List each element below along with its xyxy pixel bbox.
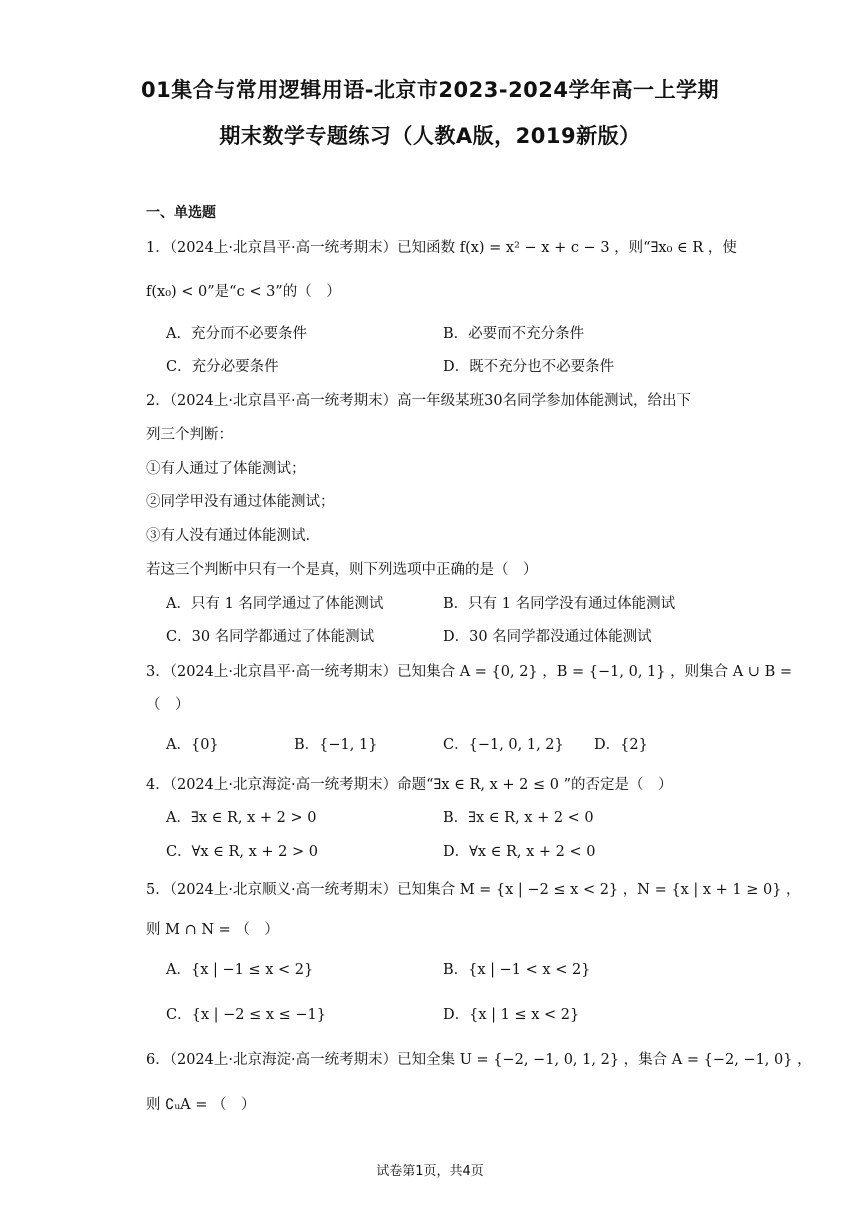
question-5-option-b: B．{x | −1 < x < 2}	[443, 962, 591, 978]
question-2-judgment-2: ②同学甲没有通过体能测试；	[146, 494, 335, 510]
question-2-judgment-3: ③有人没有通过体能测试.	[146, 528, 311, 544]
question-1-stem-line-2: f(x₀) < 0”是“c < 3”的（ ）	[146, 284, 341, 300]
question-2-judgment-1: ①有人通过了体能测试；	[146, 461, 306, 477]
question-1-option-b: B．必要而不充分条件	[443, 326, 585, 342]
question-5-stem-line-1: 5．（2024上·北京顺义·高一统考期末）已知集合 M = {x | −2 ≤ x < 2} ，N = {x | x + 1 ≥ 0} ，	[146, 882, 801, 898]
question-3-option-d: D．{2}	[594, 737, 648, 753]
page-footer: 试卷第1页，共4页	[376, 1164, 484, 1179]
question-3-option-c: C．{−1, 0, 1, 2}	[443, 737, 564, 753]
question-2-option-a: A．只有 1 名同学通过了体能测试	[166, 596, 384, 612]
question-3-stem-line-2: （ ）	[146, 697, 190, 713]
document-title-line-2: 期末数学专题练习（人教A版，2019新版）	[219, 124, 641, 148]
question-2-option-d: D．30 名同学都没通过体能测试	[443, 629, 652, 645]
question-1-stem-line-1: 1．（2024上·北京昌平·高一统考期末）已知函数 f(x) = x² − x + c − 3 ，则“∃x₀ ∈ R ，使	[146, 240, 737, 256]
question-2-option-c: C．30 名同学都通过了体能测试	[166, 629, 375, 645]
question-4-option-c: C．∀x ∈ R, x + 2 > 0	[166, 844, 318, 860]
question-6-stem-line-2: 则 ∁ᵤA = （ ）	[146, 1097, 256, 1113]
question-4-option-b: B．∃x ∈ R, x + 2 < 0	[443, 810, 594, 826]
question-3-option-a: A．{0}	[166, 737, 219, 753]
question-3-stem-line-1: 3．（2024上·北京昌平·高一统考期末）已知集合 A = {0, 2} ，B = {−1, 0, 1} ，则集合 A ∪ B =	[146, 664, 792, 680]
section-heading: 一、单选题	[146, 205, 216, 221]
question-2-stem-line-3: 若这三个判断中只有一个是真，则下列选项中正确的是（ ）	[146, 562, 538, 578]
question-4-option-d: D．∀x ∈ R, x + 2 < 0	[443, 844, 596, 860]
question-5-stem-line-2: 则 M ∩ N = （ ）	[146, 922, 279, 938]
question-4-stem: 4．（2024上·北京海淀·高一统考期末）命题“∃x ∈ R, x + 2 ≤ 0 ”的否定是（ ）	[146, 777, 673, 793]
question-5-option-c: C．{x | −2 ≤ x ≤ −1}	[166, 1007, 326, 1023]
document-title-line-1: 01集合与常用逻辑用语-北京市2023-2024学年高一上学期	[140, 78, 720, 102]
question-1-option-c: C．充分必要条件	[166, 359, 279, 375]
question-5-option-d: D．{x | 1 ≤ x < 2}	[443, 1007, 580, 1023]
question-6-stem-line-1: 6．（2024上·北京海淀·高一统考期末）已知全集 U = {−2, −1, 0, 1, 2} ，集合 A = {−2, −1, 0} ，	[146, 1052, 812, 1068]
question-1-option-a: A．充分而不必要条件	[166, 326, 307, 342]
question-2-option-b: B．只有 1 名同学没有通过体能测试	[443, 596, 676, 612]
question-3-option-b: B．{−1, 1}	[294, 737, 378, 753]
question-1-option-d: D．既不充分也不必要条件	[443, 359, 615, 375]
question-5-option-a: A．{x | −1 ≤ x < 2}	[166, 962, 314, 978]
question-4-option-a: A．∃x ∈ R, x + 2 > 0	[166, 810, 317, 826]
question-2-stem-line-2: 列三个判断：	[146, 427, 233, 443]
question-2-stem-line-1: 2．（2024上·北京昌平·高一统考期末）高一年级某班30名同学参加体能测试，给出下	[146, 393, 692, 409]
